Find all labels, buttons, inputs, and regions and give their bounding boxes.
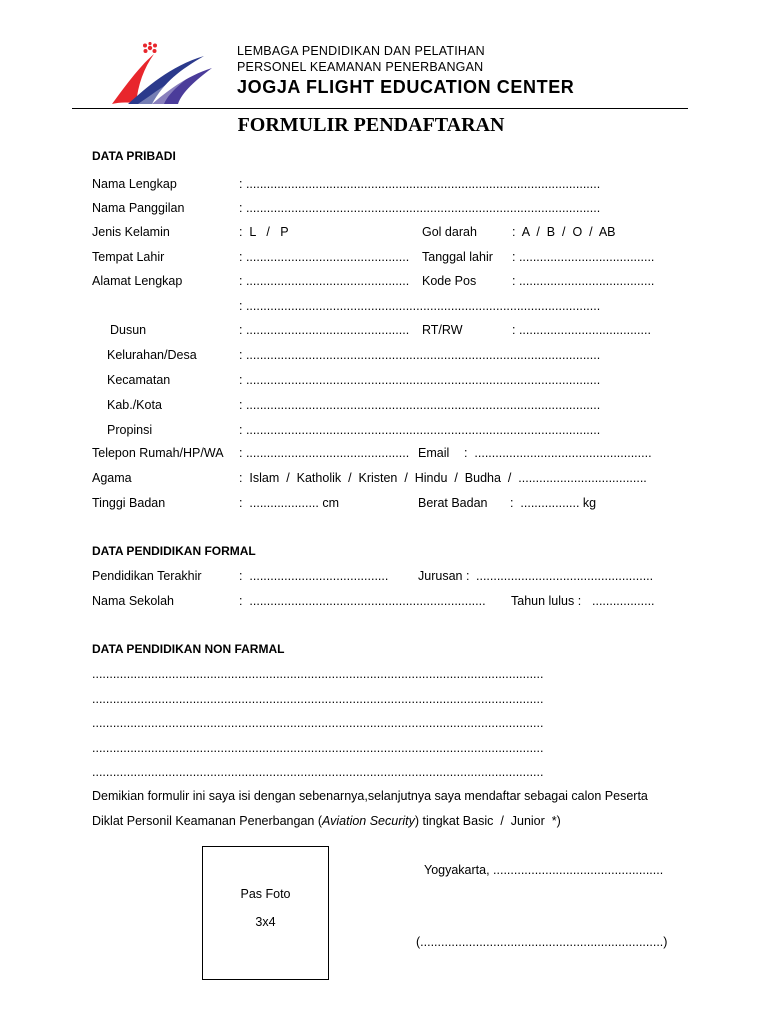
label-alamat-lengkap: Alamat Lengkap bbox=[92, 274, 183, 288]
field-telepon[interactable]: : ............................................... bbox=[239, 446, 410, 460]
statement-aviation-security: Aviation Security bbox=[322, 814, 415, 828]
field-non-formal-line[interactable]: .................................................................................................................................. bbox=[92, 765, 544, 779]
section-heading-data-pribadi: DATA PRIBADI bbox=[92, 149, 176, 163]
label-jurusan: Jurusan : bbox=[418, 569, 470, 583]
label-email: Email bbox=[418, 446, 450, 460]
field-kode-pos[interactable]: : ....................................... bbox=[512, 274, 655, 288]
label-berat-badan: Berat Badan bbox=[418, 496, 488, 510]
section-heading-pendidikan-formal: DATA PENDIDIKAN FORMAL bbox=[92, 544, 256, 558]
field-kecamatan[interactable]: : ...................................................................................................... bbox=[239, 373, 601, 387]
label-gol-darah: Gol darah bbox=[422, 225, 477, 239]
label-tanggal-lahir: Tanggal lahir bbox=[422, 250, 493, 264]
jfec-logo bbox=[108, 42, 216, 108]
label-kelurahan-desa: Kelurahan/Desa bbox=[107, 348, 197, 362]
label-tinggi-badan: Tinggi Badan bbox=[92, 496, 166, 510]
label-tempat-lahir: Tempat Lahir bbox=[92, 250, 165, 264]
label-kode-pos: Kode Pos bbox=[422, 274, 477, 288]
statement-line-1: Demikian formulir ini saya isi dengan sebenarnya,selanjutnya saya mendaftar sebagai calon Peserta bbox=[92, 789, 648, 803]
label-dusun: Dusun bbox=[110, 323, 147, 337]
statement-line-2 bbox=[92, 814, 561, 828]
field-dusun[interactable]: : ............................................... bbox=[239, 323, 410, 337]
label-propinsi: Propinsi bbox=[107, 423, 153, 437]
field-jenis-kelamin[interactable]: : L / P bbox=[239, 225, 289, 239]
institute-name-line1: LEMBAGA PENDIDIKAN DAN PELATIHAN bbox=[237, 44, 485, 58]
field-non-formal-line[interactable]: .................................................................................................................................. bbox=[92, 741, 544, 755]
form-title: FORMULIR PENDAFTARAN bbox=[237, 114, 505, 136]
label-kab-kota: Kab./Kota bbox=[107, 398, 162, 412]
photo-size-label: 3x4 bbox=[255, 915, 276, 929]
header-divider bbox=[72, 108, 688, 109]
label-pendidikan-terakhir: Pendidikan Terakhir bbox=[92, 569, 202, 583]
field-non-formal-line[interactable]: .................................................................................................................................. bbox=[92, 716, 544, 730]
field-rt-rw[interactable]: : ...................................... bbox=[512, 323, 651, 337]
label-tahun-lulus: Tahun lulus : bbox=[511, 594, 582, 608]
field-non-formal-line[interactable]: .................................................................................................................................. bbox=[92, 692, 544, 706]
label-telepon: Telepon Rumah/HP/WA bbox=[92, 446, 224, 460]
field-alamat-lengkap[interactable]: : ............................................... bbox=[239, 274, 410, 288]
field-jurusan[interactable]: ................................................... bbox=[476, 569, 654, 583]
label-rt-rw: RT/RW bbox=[422, 323, 463, 337]
field-tanggal-lahir[interactable]: : ....................................... bbox=[512, 250, 655, 264]
field-kelurahan-desa[interactable]: : ...................................................................................................... bbox=[239, 348, 601, 362]
photo-box bbox=[202, 846, 329, 980]
field-kab-kota[interactable]: : ...................................................................................................... bbox=[239, 398, 601, 412]
label-nama-lengkap: Nama Lengkap bbox=[92, 177, 177, 191]
label-nama-sekolah: Nama Sekolah bbox=[92, 594, 174, 608]
label-kecamatan: Kecamatan bbox=[107, 373, 171, 387]
field-non-formal-line[interactable]: .................................................................................................................................. bbox=[92, 667, 544, 681]
field-tinggi-badan[interactable]: : .................... cm bbox=[239, 496, 340, 510]
photo-label: Pas Foto bbox=[240, 887, 291, 901]
institute-name-line2: PERSONEL KEAMANAN PENERBANGAN bbox=[237, 60, 484, 74]
field-nama-panggilan[interactable]: : ...................................................................................................... bbox=[239, 201, 601, 215]
field-nama-sekolah[interactable]: : .................................................................... bbox=[239, 594, 486, 608]
label-nama-panggilan: Nama Panggilan bbox=[92, 201, 185, 215]
signature-place-date[interactable]: Yogyakarta, ................................................. bbox=[424, 863, 664, 877]
statement-line-2-prefix: Diklat Personil Keamanan Penerbangan ( bbox=[92, 814, 322, 828]
field-agama[interactable]: : Islam / Katholik / Kristen / Hindu / Budha / ..................................... bbox=[239, 471, 647, 485]
field-alamat-lanjutan[interactable]: : ...................................................................................................... bbox=[239, 299, 601, 313]
field-pendidikan-terakhir[interactable]: : ........................................ bbox=[239, 569, 389, 583]
label-agama: Agama bbox=[92, 471, 132, 485]
section-heading-pendidikan-non-formal: DATA PENDIDIKAN NON FARMAL bbox=[92, 642, 285, 656]
field-tahun-lulus[interactable]: .................. bbox=[592, 594, 655, 608]
field-email[interactable]: : ................................................... bbox=[464, 446, 652, 460]
field-tempat-lahir[interactable]: : ............................................... bbox=[239, 250, 410, 264]
field-gol-darah[interactable]: : A / B / O / AB bbox=[512, 225, 616, 239]
label-jenis-kelamin: Jenis Kelamin bbox=[92, 225, 170, 239]
signature-name-line[interactable]: (......................................................................) bbox=[416, 935, 668, 949]
institute-name-main: JOGJA FLIGHT EDUCATION CENTER bbox=[237, 77, 575, 97]
field-propinsi[interactable]: : ...................................................................................................... bbox=[239, 423, 601, 437]
field-berat-badan[interactable]: : ................. kg bbox=[510, 496, 597, 510]
field-nama-lengkap[interactable]: : ...................................................................................................... bbox=[239, 177, 601, 191]
statement-line-2-suffix: ) tingkat Basic / Junior *) bbox=[414, 814, 561, 828]
